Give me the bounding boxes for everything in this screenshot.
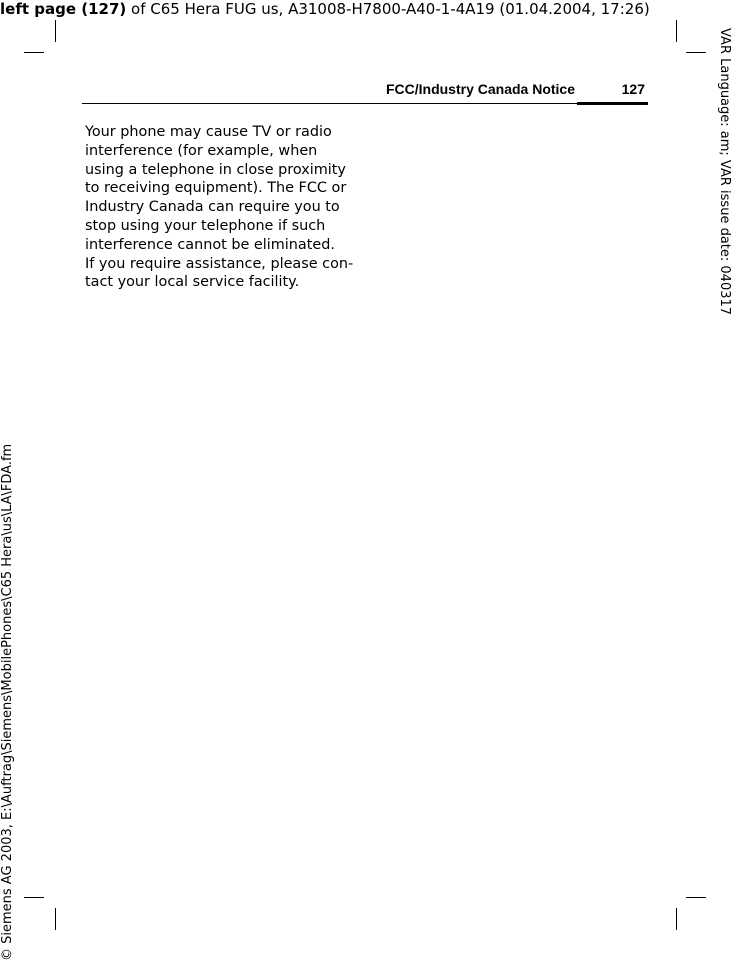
document-info: of C65 Hera FUG us, A31008-H7800-A40-1-4A19 (01.04.2004, 17:26) — [126, 0, 650, 18]
side-text-right: VAR Language: am; VAR issue date: 040317 — [717, 28, 732, 316]
text-line: using a telephone in close proximity — [85, 161, 346, 178]
text-line: interference (for example, when — [85, 142, 318, 159]
crop-mark-bottom-left-h — [24, 897, 44, 898]
header-rule — [82, 103, 577, 104]
text-line: tact your local service facility. — [85, 274, 300, 291]
running-header-title: FCC/Industry Canada Notice — [385, 81, 575, 97]
crop-mark-top-right-h — [686, 52, 706, 53]
notice-paragraph — [85, 123, 370, 292]
text-line: Your phone may cause TV or radio — [85, 124, 332, 140]
page-label: left page (127) — [0, 0, 127, 18]
text-line: Industry Canada can require you to — [85, 199, 340, 216]
text-line: to receiving equipment). The FCC or — [85, 180, 347, 197]
crop-mark-bottom-right-h — [686, 897, 706, 898]
crop-mark-top-left-h — [24, 52, 44, 53]
crop-mark-top-left-v — [55, 20, 56, 42]
side-text-left: © Siemens AG 2003, E:\Auftrag\Siemens\MobilePhones\C65 Hera\us\LA\FDA.fm — [0, 443, 15, 961]
crop-mark-bottom-left-v — [55, 908, 56, 930]
crop-mark-top-right-v — [676, 20, 677, 42]
page-number: 127 — [621, 81, 645, 97]
header-rule-accent — [577, 102, 648, 105]
text-line: If you require assistance, please con- — [85, 255, 354, 272]
text-line: interference cannot be eliminated. — [85, 236, 335, 253]
print-metadata — [0, 0, 650, 18]
crop-mark-bottom-right-v — [676, 908, 677, 930]
text-line: stop using your telephone if such — [85, 217, 326, 234]
